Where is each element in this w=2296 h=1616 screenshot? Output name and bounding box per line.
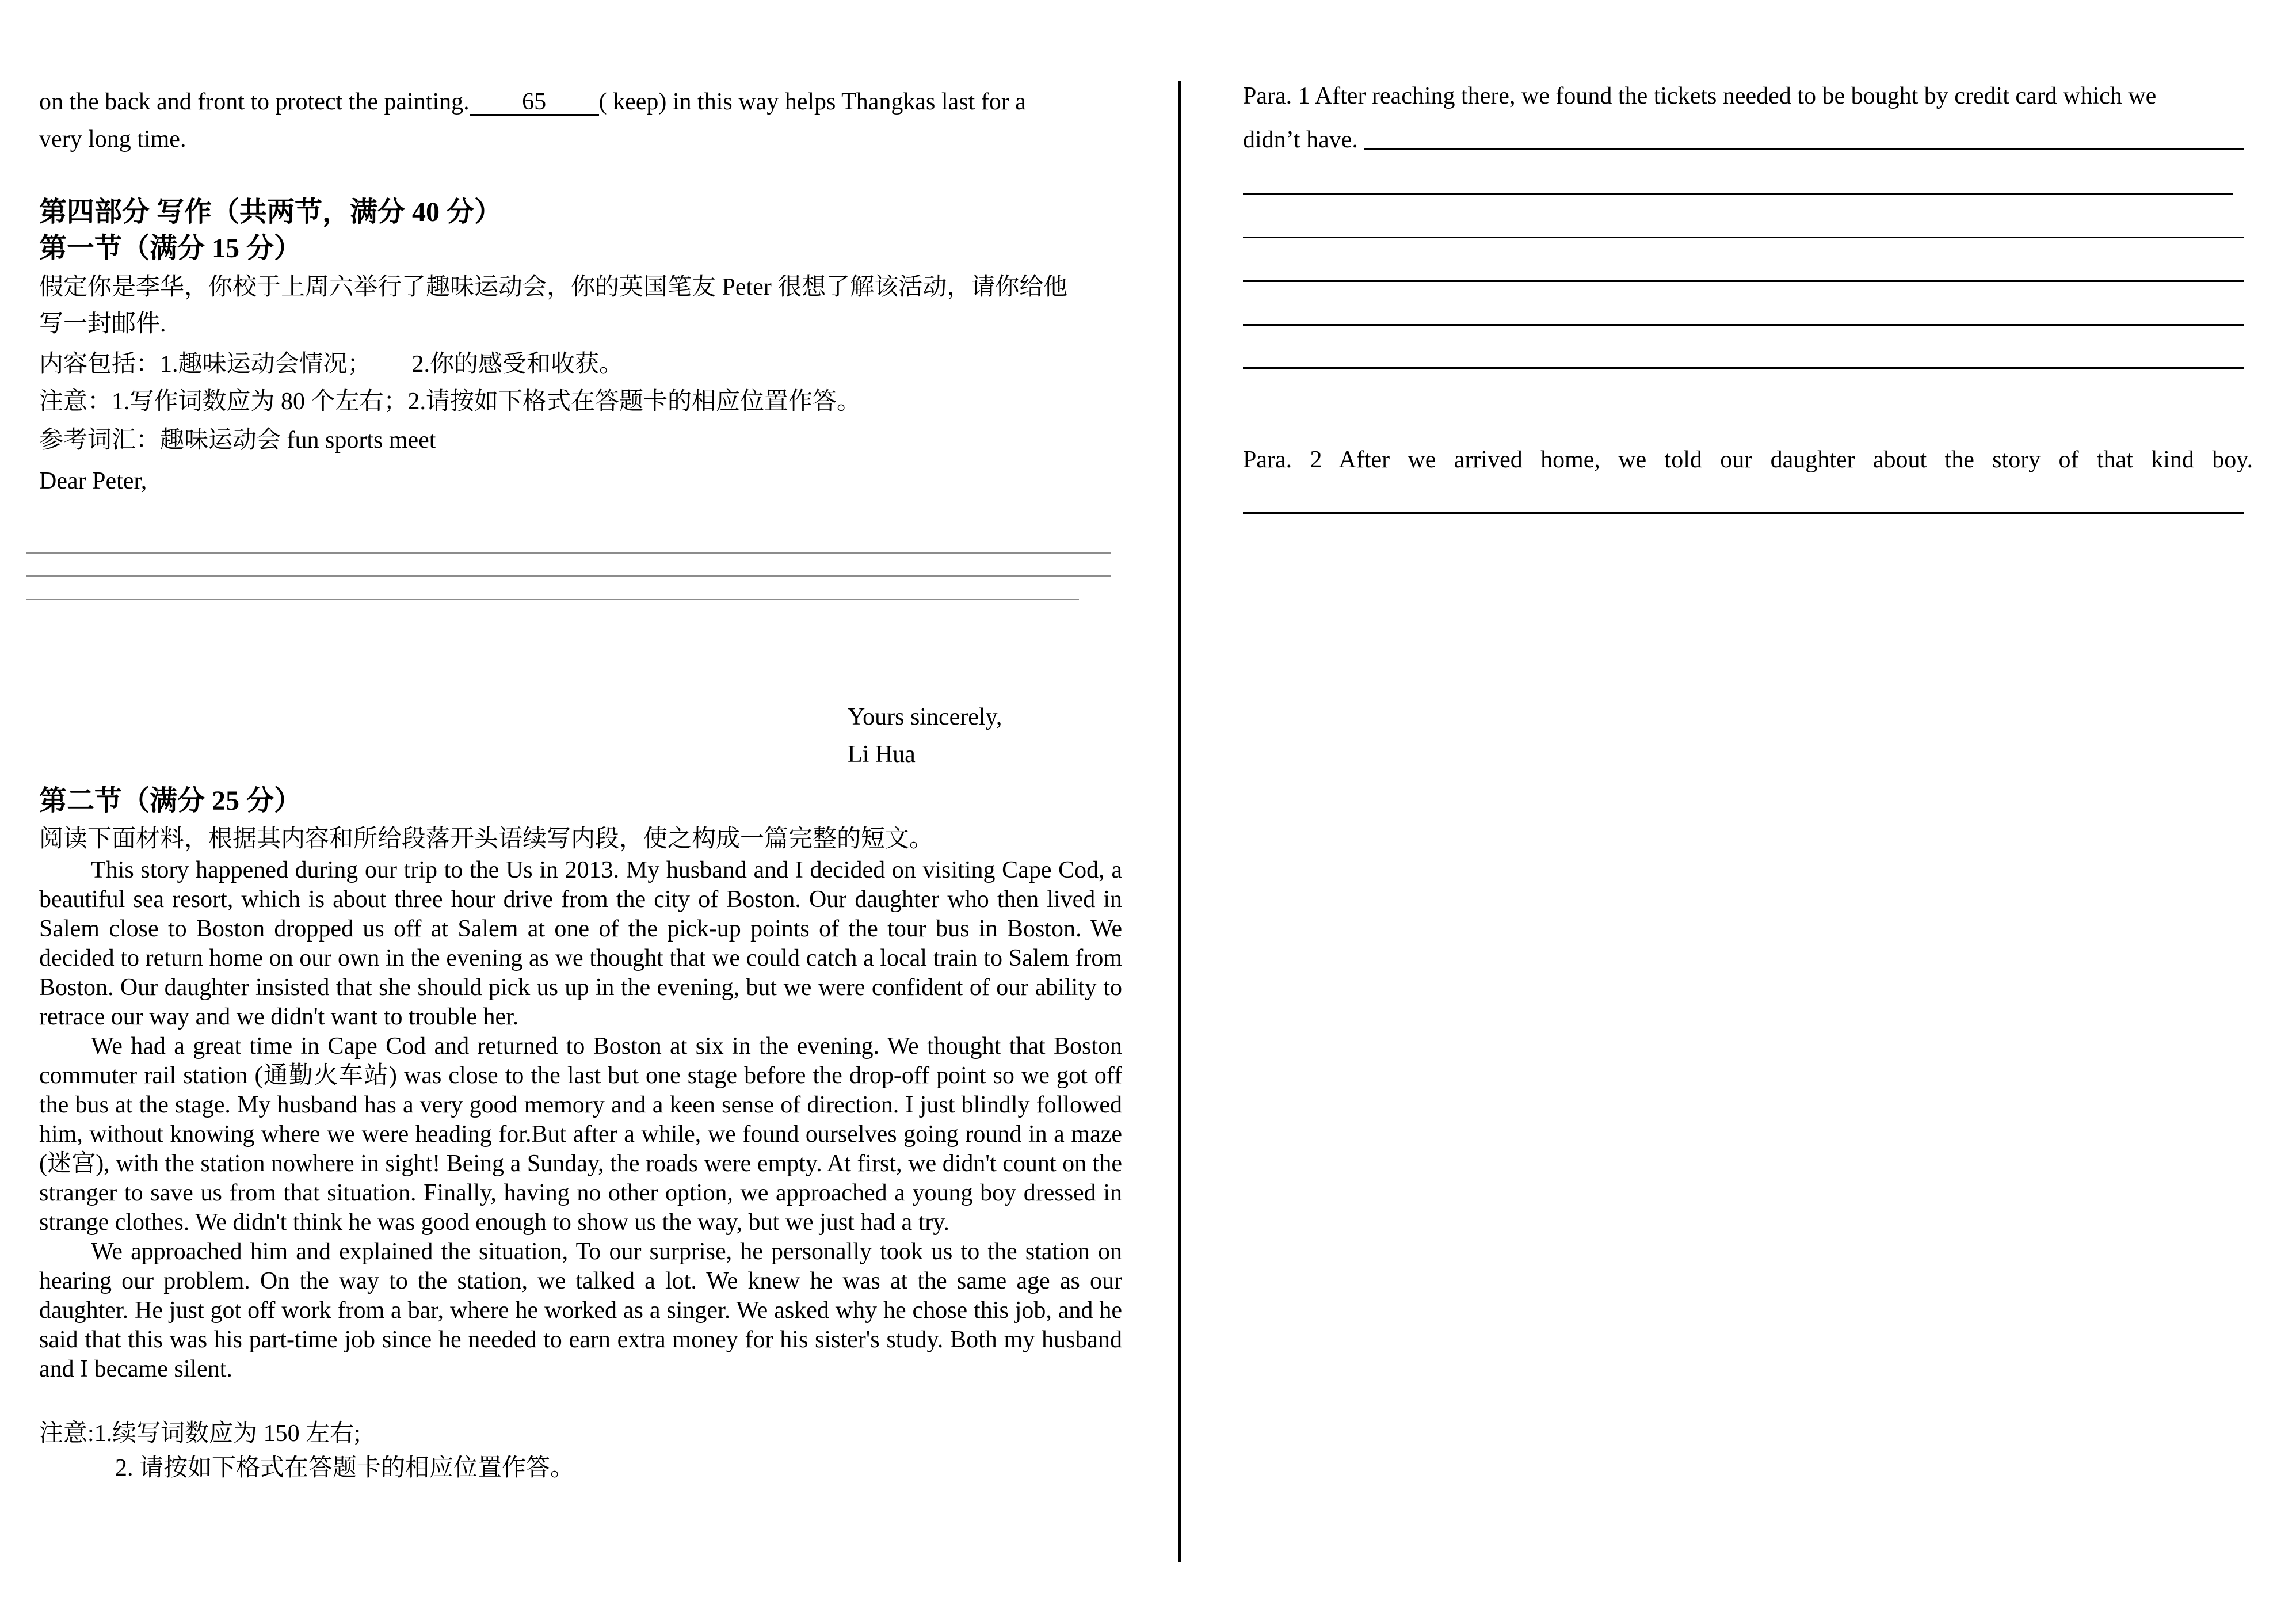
continuation-line-2: very long time.: [39, 126, 186, 153]
para1-prompt-line-1: Para. 1 After reaching there, we found the tickets needed to be bought by credit card which we: [1243, 83, 2157, 109]
writing-line: [26, 552, 1111, 554]
answer-line: [1243, 367, 2244, 369]
part4-title: 第四部分 写作（共两节，满分 40 分）: [39, 197, 502, 227]
answer-line: [1364, 148, 2244, 150]
answer-line: [1243, 193, 2233, 195]
answer-line: [1243, 324, 2244, 326]
section1-title: 第一节（满分 15 分）: [39, 233, 302, 264]
writing-line: [26, 575, 1111, 577]
reading-passage: [39, 856, 1122, 1384]
content-requirements: [39, 352, 623, 376]
section2-title: 第二节（满分 25 分）: [39, 786, 302, 816]
answer-line: [1243, 237, 2244, 238]
column-divider: [1178, 81, 1181, 1562]
notice-1: 注意：1.写作词数应为 80 个左右；2.请按如下格式在答题卡的相应位置作答。: [39, 388, 861, 415]
answer-blank-65: 65: [470, 90, 599, 116]
notice-2-line-2: 2. 请按如下格式在答题卡的相应位置作答。: [115, 1455, 575, 1481]
passage-paragraph: We had a great time in Cape Cod and returned to Boston at six in the evening. We thought that Boston commuter rail station (通勤火车站) was close to the last but one stage before the drop-off point so we got off the bus at the stage. My husband has a very good memory and a keen sense of direction. I just blindly followed him, without knowing where we were heading for.But after a while, we found ourselves going round in a maze (迷宫), with the station nowhere in sight! Being a Sunday, the roads were empty. At first, we didn't count on the stranger to save us from that situation. Finally, having no other option, we approached a young boy dressed in strange clothes. We didn't think he was good enough to show us the way, but we just had a try.: [39, 1033, 1122, 1236]
passage-paragraph: This story happened during our trip to the Us in 2013. My husband and I decided on visiting Cape Cod, a beautiful sea resort, which is about three hour drive from the city of Boston. Our daughter who then lived in Salem close to Boston dropped us off at Salem at one of the pick-up points of the tour bus in Boston. We decided to return home on our own in the evening as we thought that we could catch a local train to Salem from Boston. Our daughter insisted that she should pick us up in the evening, but we were confident of our ability to retrace our way and we didn't want to trouble her.: [39, 857, 1122, 1030]
vocabulary-reference: 参考词汇：趣味运动会 fun sports meet: [39, 427, 436, 453]
section1-prompt-line-1: 假定你是李华，你校于上周六举行了趣味运动会，你的英国笔友 Peter 很想了解该活动，请你给他: [39, 274, 1068, 300]
email-closing: Yours sincerely,: [848, 704, 1002, 730]
section1-prompt-line-2: 写一封邮件.: [39, 311, 166, 337]
continuation-text-before: on the back and front to protect the painting.: [39, 89, 470, 115]
content-item-2: 2.你的感受和收获。: [411, 351, 624, 378]
email-signature: Li Hua: [848, 741, 916, 768]
para1-prompt-line-2: didn’t have.: [1243, 127, 1358, 153]
content-label: 内容包括：1.趣味运动会情况；: [39, 351, 372, 378]
notice-2-line-1: 注意:1.续写词数应为 150 左右;: [39, 1420, 361, 1447]
section2-prompt: 阅读下面材料，根据其内容和所给段落开头语续写内段，使之构成一篇完整的短文。: [39, 826, 934, 852]
email-salutation: Dear Peter,: [39, 468, 147, 494]
writing-line: [26, 599, 1079, 600]
para2-prompt: Para. 2 After we arrived home, we told our daughter about the story of that kind boy.: [1243, 447, 2253, 473]
answer-line: [1243, 512, 2244, 514]
continuation-text-after: ( keep) in this way helps Thangkas last for a: [598, 89, 1026, 115]
passage-paragraph: We approached him and explained the situation, To our surprise, he personally took us to the station on hearing our problem. On the way to the station, we talked a lot. We knew he was at the same age as our daughter. He just got off work from a bar, where he worked as a singer. We asked why he chose this job, and he said that this was his part-time job since he needed to earn extra money for his sister's study. Both my husband and I became silent.: [39, 1238, 1122, 1382]
answer-line: [1243, 280, 2244, 282]
continuation-line-1: [39, 90, 1026, 116]
